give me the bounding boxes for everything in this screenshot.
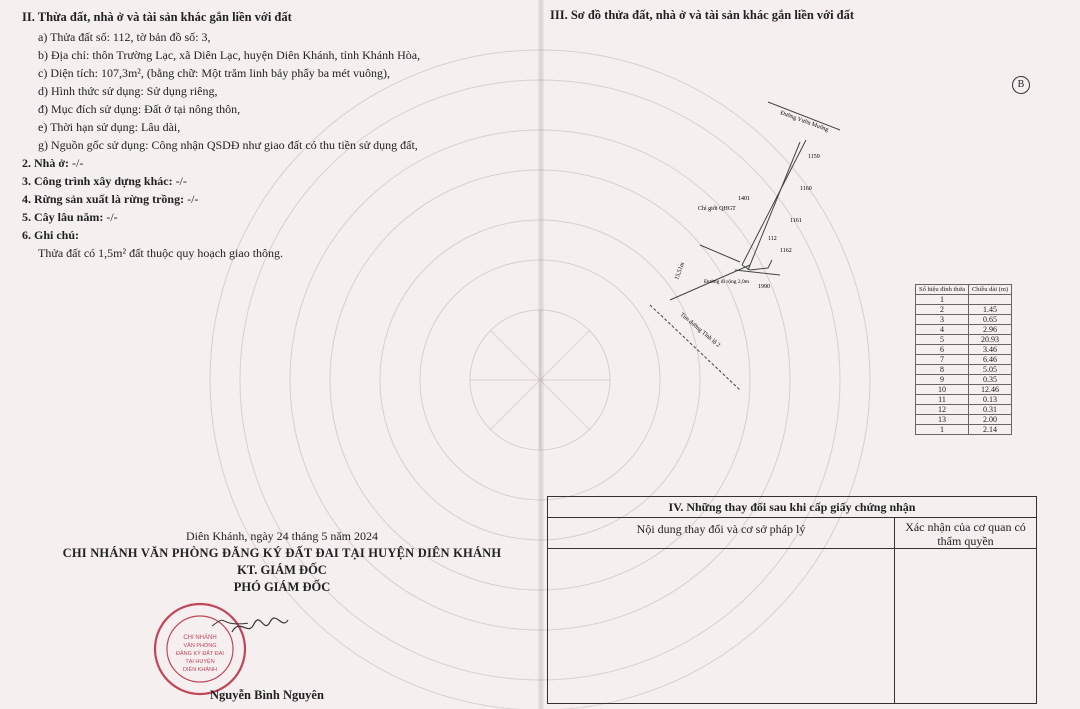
issuing-office: CHI NHÁNH VĂN PHÒNG ĐĂNG KÝ ĐẤT ĐAI TẠI HUYỆN DIÊN KHÁNH — [62, 546, 502, 560]
map-parcel-1159: 1159 — [808, 154, 820, 160]
table-row — [916, 345, 1012, 355]
edge-length-table — [915, 284, 1012, 435]
item-5-label: 5. Cây lâu năm: — [22, 210, 104, 224]
vertex-cell: 1 — [916, 295, 969, 305]
vertex-cell: 9 — [916, 375, 969, 385]
svg-text:DIÊN KHÁNH: DIÊN KHÁNH — [183, 667, 217, 673]
changes-col-content: Nội dung thay đổi và cơ sở pháp lý — [548, 518, 895, 548]
table-row — [916, 295, 1012, 305]
usage-origin: g) Nguồn gốc sử dụng: Công nhận QSDĐ như giao đất có thu tiền sử dụng đất, — [38, 138, 418, 152]
vertex-cell: 7 — [916, 355, 969, 365]
table-header-length: Chiều dài (m) — [968, 285, 1011, 295]
length-cell: 2.14 — [968, 425, 1011, 435]
map-path-label: Đường đi rộng 2,0m — [704, 279, 749, 285]
usage-term: e) Thời hạn sử dụng: Lâu dài, — [38, 120, 181, 134]
north-arrow-icon: B — [1012, 76, 1030, 94]
table-row — [916, 305, 1012, 315]
vertex-cell: 12 — [916, 405, 969, 415]
length-cell: 0.13 — [968, 395, 1011, 405]
length-cell: 0.35 — [968, 375, 1011, 385]
vertex-cell: 13 — [916, 415, 969, 425]
changes-divider — [894, 548, 895, 703]
area: c) Diện tích: 107,3m², (bằng chữ: Một trăm linh bảy phẩy ba mét vuông), — [38, 66, 391, 80]
section-ii-heading: II. Thừa đất, nhà ở và tài sản khác gắn liền với đất — [22, 10, 292, 24]
parcel-map — [640, 80, 940, 410]
length-cell — [968, 295, 1011, 305]
length-cell: 0.31 — [968, 405, 1011, 415]
map-parcel-1160: 1160 — [800, 186, 812, 192]
vertex-cell: 3 — [916, 315, 969, 325]
table-row — [916, 325, 1012, 335]
table-row — [916, 315, 1012, 325]
section-iv-title: IV. Những thay đổi sau khi cấp giấy chứng nhận — [548, 497, 1036, 518]
length-cell: 6.46 — [968, 355, 1011, 365]
parcel-number: a) Thửa đất số: 112, tờ bản đồ số: 3, — [38, 30, 211, 44]
table-row — [916, 395, 1012, 405]
length-cell: 2.96 — [968, 325, 1011, 335]
item-2-label: 2. Nhà ở: — [22, 156, 69, 170]
length-cell: 1.45 — [968, 305, 1011, 315]
item-6-label: 6. Ghi chú: — [22, 228, 80, 242]
item-2-value: -/- — [68, 156, 84, 170]
address: b) Địa chỉ: thôn Trường Lạc, xã Diên Lạc, huyện Diên Khánh, tỉnh Khánh Hòa, — [38, 48, 421, 62]
map-parcel-112: 112 — [768, 236, 777, 242]
section-iii-heading: III. Sơ đồ thửa đất, nhà ở và tài sản khác gắn liền với đất — [550, 8, 855, 22]
length-cell: 12.46 — [968, 385, 1011, 395]
length-cell: 20.93 — [968, 335, 1011, 345]
map-parcel-1161: 1161 — [790, 218, 802, 224]
vertex-cell: 8 — [916, 365, 969, 375]
map-distance: 15,51m — [674, 261, 687, 281]
length-cell: 2.00 — [968, 415, 1011, 425]
item-4-value: -/- — [184, 192, 199, 206]
table-row — [916, 405, 1012, 415]
vertex-cell: 5 — [916, 335, 969, 345]
table-row — [916, 415, 1012, 425]
table-row — [916, 385, 1012, 395]
item-4-label: 4. Rừng sản xuất là rừng trồng: — [22, 192, 185, 206]
usage-form: d) Hình thức sử dụng: Sử dụng riêng, — [38, 84, 218, 98]
item-3-value: -/- — [172, 174, 187, 188]
usage-purpose: đ) Mục đích sử dụng: Đất ở tại nông thôn, — [38, 102, 241, 116]
signer-name: Nguyễn Bình Nguyên — [210, 688, 324, 702]
vertex-cell: 2 — [916, 305, 969, 315]
table-row — [916, 355, 1012, 365]
signer-role-1: KT. GIÁM ĐỐC — [237, 563, 327, 577]
map-parcel-1401: 1401 — [738, 196, 750, 202]
changes-col-confirmation: Xác nhận của cơ quan có thẩm quyền — [905, 520, 1026, 548]
vertex-cell: 6 — [916, 345, 969, 355]
page-fold — [538, 0, 544, 709]
length-cell: 0.65 — [968, 315, 1011, 325]
map-boundary-label: Chỉ giới QHGT — [698, 206, 736, 212]
handwritten-signature — [230, 612, 290, 642]
table-row — [916, 375, 1012, 385]
signer-role-2: PHÓ GIÁM ĐỐC — [233, 580, 331, 594]
map-parcel-1162: 1162 — [780, 248, 792, 254]
vertex-cell: 10 — [916, 385, 969, 395]
item-5-value: -/- — [103, 210, 118, 224]
svg-text:TẠI HUYỆN: TẠI HUYỆN — [185, 659, 215, 665]
signature-block — [22, 528, 542, 596]
svg-text:CHI NHÁNH: CHI NHÁNH — [183, 635, 217, 641]
section-ii — [22, 8, 522, 262]
svg-text:ĐĂNG KÝ ĐẤT ĐAI: ĐĂNG KÝ ĐẤT ĐAI — [176, 651, 224, 657]
table-row — [916, 425, 1012, 435]
svg-text:VĂN PHÒNG: VĂN PHÒNG — [183, 643, 217, 649]
table-row — [916, 335, 1012, 345]
item-3-label: 3. Công trình xây dựng khác: — [22, 174, 173, 188]
vertex-cell: 4 — [916, 325, 969, 335]
note-text: Thửa đất có 1,5m² đất thuộc quy hoạch giao thông. — [38, 246, 284, 260]
section-iv — [547, 496, 1037, 704]
vertex-cell: 11 — [916, 395, 969, 405]
map-parcel-1990: 1990 — [758, 284, 770, 290]
vertex-cell: 1 — [916, 425, 969, 435]
table-row — [916, 365, 1012, 375]
map-road-bottom: Tim đường Tỉnh lộ 2 — [678, 311, 721, 349]
map-road-top: Đường Vườn Muống — [779, 110, 830, 134]
length-cell: 5.05 — [968, 365, 1011, 375]
table-header-vertex: Số hiệu đỉnh thửa — [916, 285, 969, 295]
place-date: Diên Khánh, ngày 24 tháng 5 năm 2024 — [186, 529, 378, 543]
length-cell: 3.46 — [968, 345, 1011, 355]
